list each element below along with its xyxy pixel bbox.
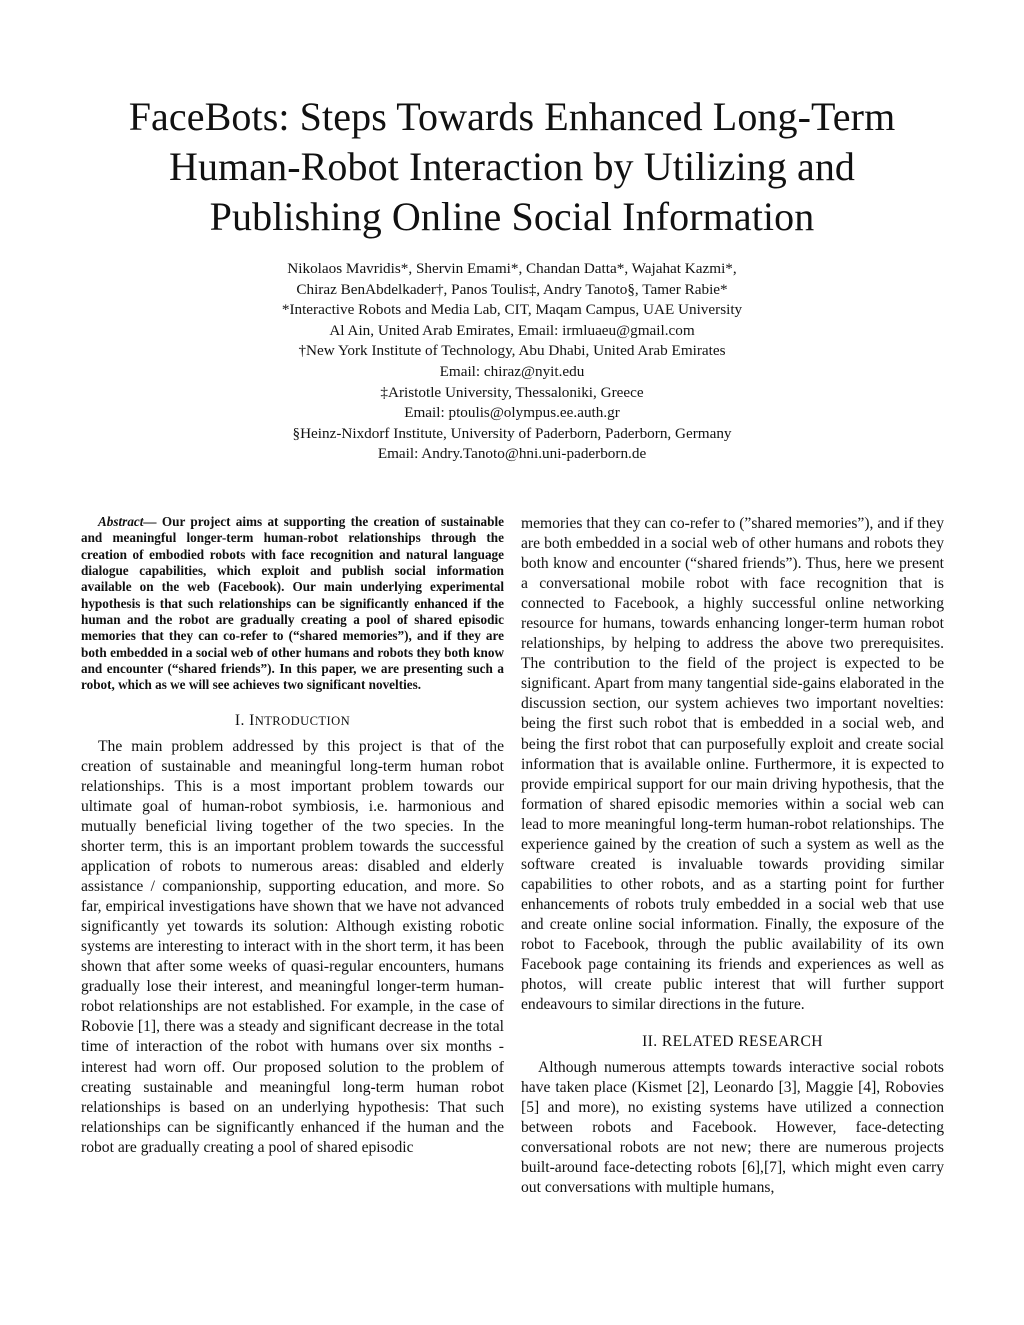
affiliation-1: *Interactive Robots and Media Lab, CIT, Maqam Campus, UAE University xyxy=(281,301,743,319)
right-column xyxy=(521,514,944,1199)
title-line-1: FaceBots: Steps Towards Enhanced Long-Term xyxy=(128,94,896,139)
authors-line-1: Nikolaos Mavridis*, Shervin Emami*, Chandan Datta*, Wajahat Kazmi*, xyxy=(287,260,737,277)
related-research-paragraph: Although numerous attempts towards interactive social robots have taken place (Kismet [2], Leonardo [3], Maggie [4], Robovies [5] and more), no existing systems have utilized a connection between robots and Facebook. However, face-detecting conversational robots are not new; there are numerous projects built-around face-detecting robots [6],[7], which might even carry out conversations with multiple humans, xyxy=(521,1059,944,1197)
abstract-text: Our project aims at supporting the creation of sustainable and meaningful longer-term human-robot relationships through the creation of embodied robots with face recognition and natural language dialogue capabilities, which exploit and publish social information available on the web (Facebook). Our main underlying experimental hypothesis is that such relationships can be significantly enhanced if the human and the robot are gradually creating a pool of shared episodic memories that they can co-refer to (“shared memories”), and if they are both embedded in a social web of other humans and robots they both know and encounter (“shared friends”). In this paper, we are presenting such a robot, which as we will see achieves two significant novelties. xyxy=(81,514,504,693)
section-heading-related-research: II. RELATED RESEARCH xyxy=(642,1033,823,1051)
title-line-2: Human-Robot Interaction by Utilizing and xyxy=(168,144,856,189)
section-heading-introduction xyxy=(81,711,504,731)
section-number: I. xyxy=(234,711,250,729)
paper-title xyxy=(60,92,964,242)
section-title-rest: NTRODUCTION xyxy=(254,713,351,728)
affiliation-2: †New York Institute of Technology, Abu Dhabi, United Arab Emirates xyxy=(298,342,726,360)
abstract-label: Abstract— xyxy=(98,514,157,529)
affiliation-3: ‡Aristotle University, Thessaloniki, Greece xyxy=(380,383,644,401)
intro-paragraph: The main problem addressed by this project is that of the creation of sustainable and meaningful long-term human robot relationships. This is a most important problem towards our ultimate goal of human-robot symbiosis, i.e. harmonious and mutually beneficial living together of the two species. In the shorter term, this is an important problem towards the successful application of robots to numerous areas: disabled and elderly assistance / companionship, supporting education, and more. So far, empirical investigations have shown that we have not advanced significantly yet towards its solution: Although existing robotic systems are interesting to interact with in the short term, it has been shown that after some weeks of quasi-regular encounters, humans gradually lose their interest, and meaningful longer-term human-robot relationships are not established. For example, in the case of Robovie [1], there was a steady and significant decrease in the total time of interaction of the robot with humans over six months - interest had worn off. Our proposed solution to the problem of creating sustainable and meaningful long-term human robot relationships is based on an underlying hypothesis: That such relationships can be significantly enhanced if the human and the robot are gradually creating a pool of shared episodic xyxy=(81,737,504,1156)
left-column xyxy=(81,514,504,1158)
intro-paragraph-continued: memories that they can co-refer to (”shared memories”), and if they are both embedded in a social web of other humans and robots they both know and encounter (“shared friends”). Thus, here we present a conversational mobile robot with face recognition that is connected to Facebook, a highly successful online networking resource for humans, towards enhancing longer-term human robot relationships, by helping to address the above two prerequisites. The contribution to the field of the project is expected to be significant. Apart from many tangential side-gains elaborated in the discussion section, our system achieves two important novelties: being the first such robot that is embedded in a social web, and being the first robot that can purposefully exploit and create social information that is available online. Furthermore, it is expected to provide empirical support for our main driving hypothesis, that the formation of shared episodic memories within a social web can lead to more meaningful long-term human-robot relationships. The experience gained by the creation of such a system as well as the software created is invaluable towards providing similar capabilities to other robots, and as a starting point for further enhancements of robots truly embedded in a social web that use and create online social information. Finally, the exposure of the robot to Facebook, through the public availability of its own Facebook page containing its friends and experiences as well as photos, will create public interest that will further support endeavours to similar directions in the future. xyxy=(521,515,945,1014)
affiliation-1-email: Al Ain, United Arab Emirates, Email: irmluaeu@gmail.com xyxy=(329,321,695,339)
section-title-initial: I xyxy=(249,711,255,729)
authors-line-2: Chiraz BenAbdelkader†, Panos Toulis‡, Andry Tanoto§, Tamer Rabie* xyxy=(296,280,728,298)
abstract xyxy=(81,514,504,694)
title-line-3: Publishing Online Social Information xyxy=(209,194,815,239)
affiliation-2-email: Email: chiraz@nyit.edu xyxy=(439,362,585,380)
affiliation-3-email: Email: ptoulis@olympus.ee.auth.gr xyxy=(404,404,620,422)
affiliation-4-email: Email: Andry.Tanoto@hni.uni-paderborn.de xyxy=(377,445,647,463)
affiliation-4: §Heinz-Nixdorf Institute, University of Paderborn, Paderborn, Germany xyxy=(292,424,732,442)
author-block xyxy=(110,259,914,465)
